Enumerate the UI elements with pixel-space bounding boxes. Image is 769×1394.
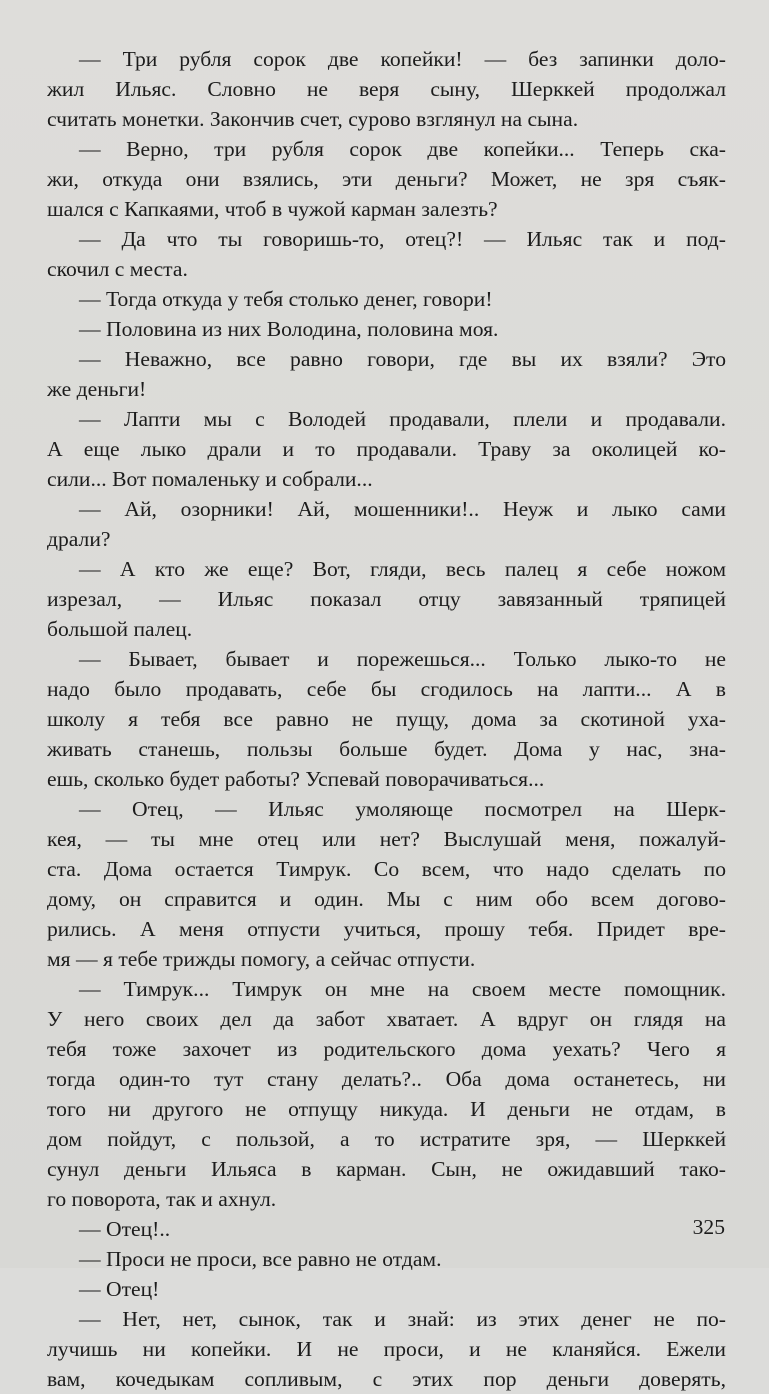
text-line: изрезал, — Ильяс показал отцу завязанный тряпицей [47,587,726,611]
text-line: — Проси не проси, все равно не отдам. [79,1247,442,1271]
text-line: шался с Капкаями, чтоб в чужой карман залезть? [47,197,498,221]
text-line: — Лапти мы с Володей продавали, плели и продавали. [79,407,726,431]
text-line: ешь, сколько будет работы? Успевай поворачиваться... [47,767,545,791]
text-line: — Три рубля сорок две копейки! — без запинки доло- [79,47,726,71]
text-line: живать станешь, пользы больше будет. Дома у нас, зна- [47,737,726,761]
text-line: сунул деньги Ильяса в карман. Сын, не ожидавший тако- [47,1157,726,1181]
text-line: считать монетки. Закончив счет, сурово взглянул на сына. [47,107,579,131]
text-line: — Ай, озорники! Ай, мошенники!.. Неуж и лыко сами [79,497,726,521]
text-line: — Тогда откуда у тебя столько денег, говори! [79,287,493,311]
text-line: тогда один-то тут стану делать?.. Оба дома останетесь, ни [47,1067,726,1091]
text-line: дом пойдут, с пользой, а то истратите зря, — Шерккей [47,1127,726,1151]
text-line: — Тимрук... Тимрук он мне на своем месте помощник. [79,977,726,1001]
text-line: — А кто же еще? Вот, гляди, весь палец я себе ножом [79,557,726,581]
page-text [47,44,726,1394]
text-line: жи, откуда они взялись, эти деньги? Может, не зря съяк- [47,167,726,191]
text-line: — Половина из них Володина, половина моя. [79,317,499,341]
text-line: — Да что ты говоришь-то, отец?! — Ильяс так и под- [79,227,726,251]
text-line: — Отец!.. [79,1217,171,1241]
text-line: тебя тоже захочет из родительского дома уехать? Чего я [47,1037,726,1061]
text-line: ста. Дома остается Тимрук. Со всем, что надо сделать по [47,857,726,881]
text-line: — Отец, — Ильяс умоляюще посмотрел на Шерк- [79,797,726,821]
text-line: кея, — ты мне отец или нет? Выслушай меня, пожалуй- [47,827,726,851]
text-line: рились. А меня отпусти учиться, прошу тебя. Придет вре- [47,917,726,941]
text-line: надо было продавать, себе бы сгодилось на лапти... А в [47,677,726,701]
text-line: же деньги! [47,377,147,401]
text-line: вам, кочедыкам сопливым, с этих пор деньги доверять, [47,1367,726,1391]
text-line: — Неважно, все равно говори, где вы их взяли? Это [79,347,726,371]
text-line: того ни другого не отпущу никуда. И деньги не отдам, в [47,1097,726,1121]
text-line: лучишь ни копейки. И не проси, и не кланяйся. Ежели [47,1337,726,1361]
page-number: 325 [692,1215,725,1239]
text-line: большой палец. [47,617,193,641]
text-line: школу я тебя все равно не пущу, дома за скотиной уха- [47,707,726,731]
text-line: дому, он справится и один. Мы с ним обо всем догово- [47,887,726,911]
text-line: — Отец! [79,1277,160,1301]
text-line: — Бывает, бывает и порежешься... Только лыко-то не [79,647,726,671]
text-line: — Верно, три рубля сорок две копейки... Теперь ска- [79,137,726,161]
text-line: сили... Вот помаленьку и собрали... [47,467,373,491]
text-line: скочил с места. [47,257,188,281]
text-line: жил Ильяс. Словно не веря сыну, Шерккей продолжал [47,77,726,101]
text-line: А еще лыко драли и то продавали. Траву за околицей ко- [47,437,726,461]
text-line: драли? [47,527,111,551]
text-line: — Нет, нет, сынок, так и знай: из этих денег не по- [79,1307,726,1331]
text-line: У него своих дел да забот хватает. А вдруг он глядя на [47,1007,726,1031]
text-line: мя — я тебе трижды помогу, а сейчас отпусти. [47,947,476,971]
text-line: го поворота, так и ахнул. [47,1187,277,1211]
